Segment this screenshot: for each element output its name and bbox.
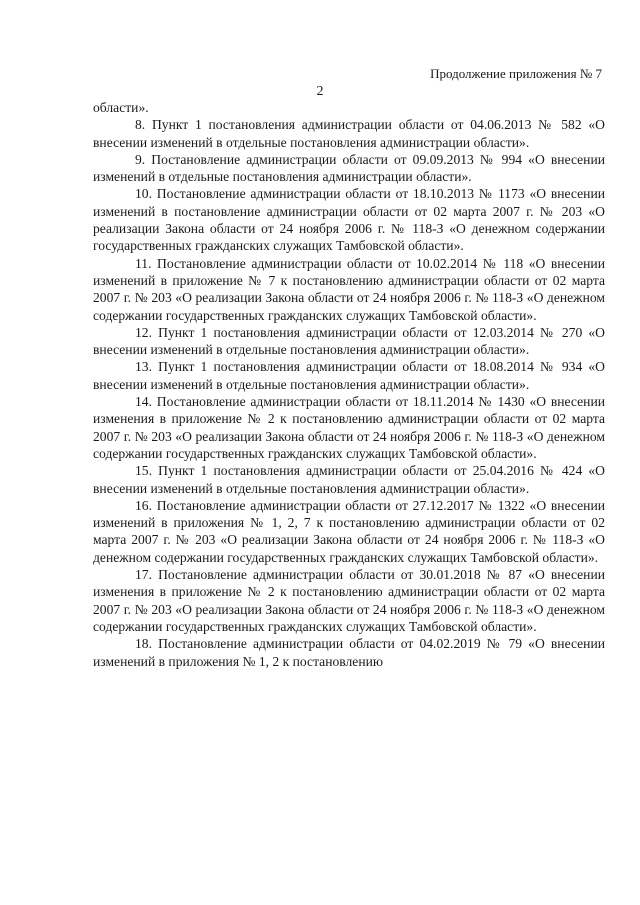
paragraph-continuation: области». <box>93 100 149 115</box>
paragraph-item-9: 9. Постановление администрации области от 09.09.2013 № 994 «О внесении изменений в отдельные постановления администрации области». <box>93 151 605 185</box>
appendix-continuation-note: Продолжение приложения № 7 <box>430 66 602 81</box>
paragraph-item-15: 15. Пункт 1 постановления администрации области от 25.04.2016 № 424 «О внесении изменений в отдельные постановления администрации области». <box>93 463 605 496</box>
paragraph-item-18: 18. Постановление администрации области от 04.02.2019 № 79 «О внесении изменений в приложения № 1, 2 к постановлению <box>93 636 605 669</box>
paragraph-item-13: 13. Пункт 1 постановления администрации области от 18.08.2014 № 934 «О внесении изменений в отдельные постановления администрации области». <box>93 359 605 392</box>
paragraph-item-12: 12. Пункт 1 постановления администрации области от 12.03.2014 № 270 «О внесении изменений в отдельные постановления администрации области». <box>93 324 605 358</box>
page-number: 2 <box>316 84 324 99</box>
document-body <box>93 99 605 670</box>
paragraph-item-14: 14. Постановление администрации области от 18.11.2014 № 1430 «О внесении изменения в приложение № 2 к постановлению администрации области от 02 марта 2007 г. № 203 «О реализации Закона области от 24 ноября 2006 г. № 118-З «О денежном содержании государственных гражданских служащих Тамбовской области». <box>93 394 605 461</box>
paragraph-item-10: 10. Постановление администрации области от 18.10.2013 № 1173 «О внесении изменений в постановление администрации области от 02 марта 2007 г. № 203 «О реализации Закона области от 24 ноября 2006 г. № 118-З «О денежном содержании государственных гражданских служащих Тамбовской области». <box>93 186 605 254</box>
paragraph-item-11: 11. Постановление администрации области от 10.02.2014 № 118 «О внесении изменений в приложение № 7 к постановлению администрации области от 02 марта 2007 г. № 203 «О реализации Закона области от 24 ноября 2006 г. № 118-З «О денежном содержании государственных гражданских служащих Тамбовской области». <box>93 255 605 323</box>
paragraph-item-16: 16. Постановление администрации области от 27.12.2017 № 1322 «О внесении изменений в приложения № 1, 2, 7 к постановлению администрации области от 02 марта 2007 г. № 203 «О реализации Закона области от 24 ноября 2006 г. № 118-З «О денежном содержании государственных гражданских служащих Тамбовской области». <box>93 497 605 565</box>
paragraph-item-17: 17. Постановление администрации области от 30.01.2018 № 87 «О внесении изменения в приложение № 2 к постановлению администрации области от 02 марта 2007 г. № 203 «О реализации Закона области от 24 ноября 2006 г. № 118-З «О денежном содержании государственных гражданских служащих Тамбовской области». <box>93 567 605 634</box>
paragraph-item-8: 8. Пункт 1 постановления администрации области от 04.06.2013 № 582 «О внесении изменений в отдельные постановления администрации области». <box>93 117 605 150</box>
